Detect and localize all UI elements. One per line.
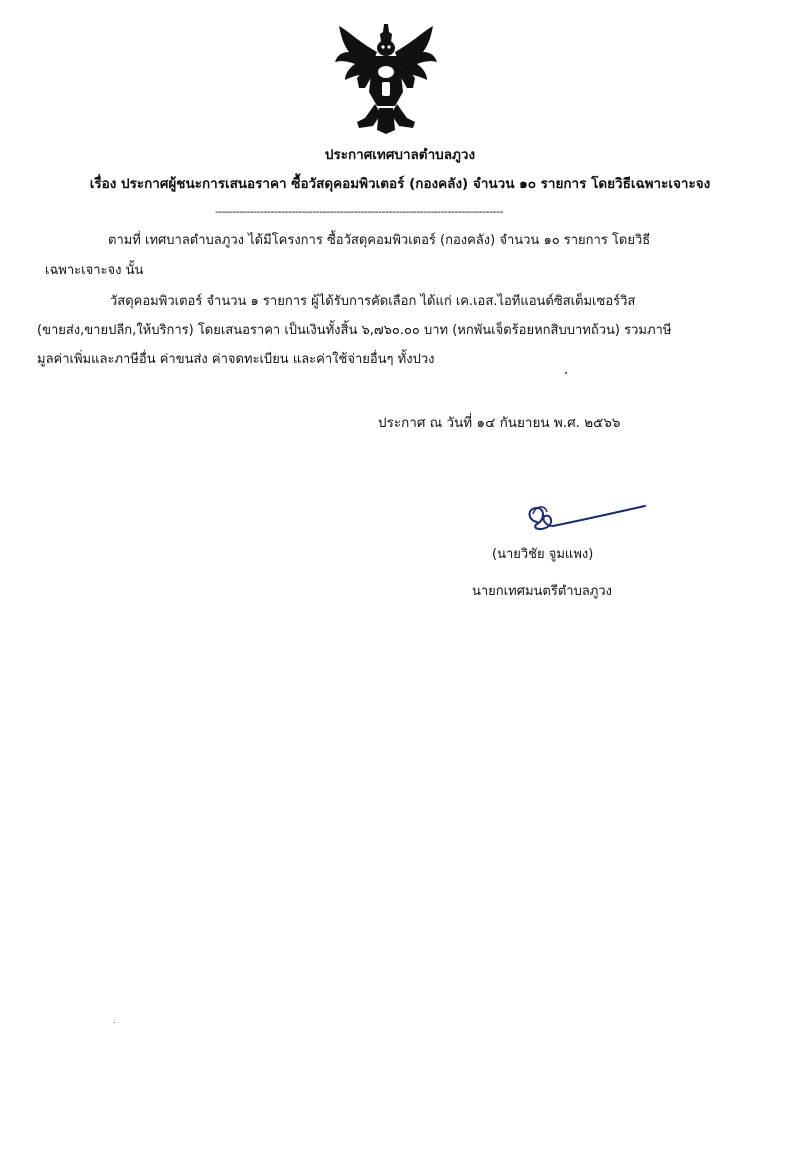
handwritten-signature	[523, 500, 647, 536]
signatory-position: นายกเทศมนตรีตำบลภูวง	[472, 584, 612, 599]
paragraph-2-line-3: มูลค่าเพิ่มและภาษีอื่น ค่าขนส่ง ค่าจดทะเบียน และค่าใช้จ่ายอื่นๆ ทั้งปวง	[37, 352, 435, 367]
announcement-date: ประกาศ ณ วันที่ ๑๔ กันยายน พ.ศ. ๒๕๖๖	[378, 415, 621, 431]
paragraph-1-line-2: เฉพาะเจาะจง นั้น	[45, 263, 144, 278]
divider: -----------------------------------------------------------------------------------	[215, 205, 503, 218]
signatory-name: (นายวิชัย จูมแพง)	[492, 547, 594, 562]
paragraph-2-line-1: วัสดุคอมพิวเตอร์ จำนวน ๑ รายการ ผู้ได้รับการคัดเลือก ได้แก่ เค.เอส.ไอทีแอนด์ซิสเต็มเซอร์วิส	[110, 294, 636, 309]
announcement-title: ประกาศเทศบาลตำบลภูวง	[324, 147, 476, 163]
announcement-subject: เรื่อง ประกาศผู้ชนะการเสนอราคา ซื้อวัสดุคอมพิวเตอร์ (กองคลัง) จำนวน ๑๐ รายการ โดยวิธีเฉพาะเจาะจง	[89, 176, 711, 192]
scan-speck	[565, 372, 567, 374]
scan-speck	[114, 1022, 115, 1023]
garuda-emblem-icon	[329, 22, 443, 134]
paragraph-1-line-1: ตามที่ เทศบาลตำบลภูวง ได้มีโครงการ ซื้อวัสดุคอมพิวเตอร์ (กองคลัง) จำนวน ๑๐ รายการ โดยวิธี	[108, 233, 651, 248]
paragraph-2-line-2: (ขายส่ง,ขายปลีก,ให้บริการ) โดยเสนอราคา เป็นเงินทั้งสิ้น ๖,๗๖๐.๐๐ บาท (หกพันเจ็ดร้อยหกสิบบาทถ้วน) รวมภาษี	[37, 323, 672, 338]
